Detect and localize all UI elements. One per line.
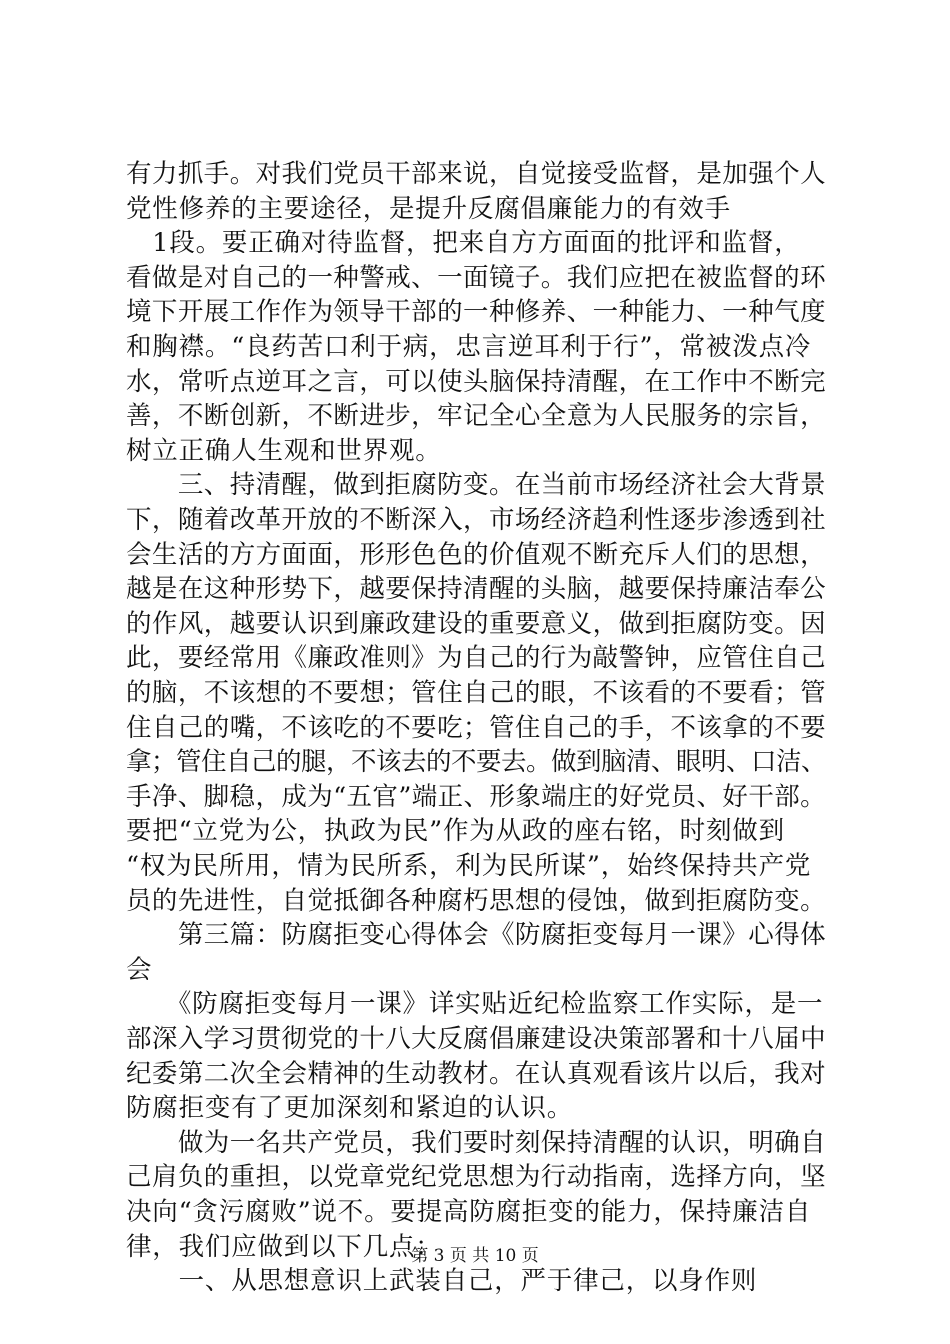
text-line: 员的先进性，自觉抵御各种腐朽思想的侵蚀，做到拒腐防变。 bbox=[126, 885, 826, 916]
text-line: 越是在这种形势下，越要保持清醒的头脑，越要保持廉洁奉公 bbox=[126, 574, 826, 605]
text-line: 一、从思想意识上武装自己，严于律己，以身作则 bbox=[126, 1266, 758, 1297]
text-line: 和胸襟。“良药苦口利于病，忠言逆耳利于行”，常被泼点冷 bbox=[126, 332, 812, 362]
text-line: 善，不断创新，不断进步，牢记全心全意为人民服务的宗旨， bbox=[126, 401, 826, 432]
text-line: 此，要经常用《廉政准则》为自己的行为敲警钟，应管住自己 bbox=[126, 643, 826, 674]
text-line: 拿；管住自己的腿，不该去的不要去。做到脑清、眼明、口洁、 bbox=[126, 747, 826, 778]
text-line: 防腐拒变有了更加深刻和紧迫的认识。 bbox=[126, 1093, 574, 1124]
text-line: 纪委第二次全会精神的生动教材。在认真观看该片以后，我对 bbox=[126, 1058, 826, 1089]
text-line: 会 bbox=[126, 954, 153, 985]
text-line: 的作风，越要认识到廉政建设的重要意义，做到拒腐防变。因 bbox=[126, 608, 826, 639]
text-line: 1段。要正确对待监督，把来自方方面面的批评和监督， bbox=[126, 228, 801, 259]
text-line: 第三篇：防腐拒变心得体会《防腐拒变每月一课》心得体 bbox=[126, 920, 826, 951]
text-line: 做为一名共产党员，我们要时刻保持清醒的认识，明确自 bbox=[126, 1127, 826, 1158]
text-line: 决向“贪污腐败”说不。要提高防腐拒变的能力，保持廉洁自 bbox=[126, 1197, 812, 1227]
text-line: 三、持清醒，做到拒腐防变。在当前市场经济社会大背景 bbox=[126, 470, 826, 501]
text-line: 律，我们应做到以下几点： bbox=[126, 1231, 442, 1262]
text-line: 有力抓手。对我们党员干部来说，自觉接受监督，是加强个人 bbox=[126, 159, 826, 189]
text-line: 手净、脚稳，成为“五官”端正、形象端庄的好党员、好干部。 bbox=[126, 781, 826, 812]
text-line: 树立正确人生观和世界观。 bbox=[126, 435, 442, 466]
text-line: 会生活的方方面面，形形色色的价值观不断充斥人们的思想， bbox=[126, 539, 826, 570]
text-line: 己肩负的重担，以党章党纪党思想为行动指南，选择方向，坚 bbox=[126, 1162, 826, 1193]
text-line: 党性修养的主要途径，是提升反腐倡廉能力的有效手 bbox=[126, 193, 731, 224]
text-line: 部深入学习贯彻党的十八大反腐倡廉建设决策部署和十八届中 bbox=[126, 1024, 826, 1054]
text-line: 看做是对自己的一种警戒、一面镜子。我们应把在被监督的环 bbox=[126, 262, 826, 293]
text-line: 住自己的嘴，不该吃的不要吃；管住自己的手，不该拿的不要 bbox=[126, 712, 826, 743]
text-line: 境下开展工作作为领导干部的一种修养、一种能力、一种气度 bbox=[126, 297, 826, 328]
text-line: “权为民所用，情为民所系，利为民所谋”，始终保持共产党 bbox=[126, 851, 812, 881]
text-line: 《防腐拒变每月一课》详实贴近纪检监察工作实际，是一 bbox=[126, 989, 824, 1020]
text-line: 的脑，不该想的不要想；管住自己的眼，不该看的不要看；管 bbox=[126, 678, 826, 708]
text-line: 下，随着改革开放的不断深入，市场经济趋利性逐步渗透到社 bbox=[126, 505, 826, 535]
page-footer: 第 3 页 共 10 页 bbox=[411, 1246, 539, 1266]
text-line: 要把“立党为公，执政为民”作为从政的座右铭，时刻做到 bbox=[126, 816, 785, 847]
text-line: 水，常听点逆耳之言，可以使头脑保持清醒，在工作中不断完 bbox=[126, 366, 826, 397]
